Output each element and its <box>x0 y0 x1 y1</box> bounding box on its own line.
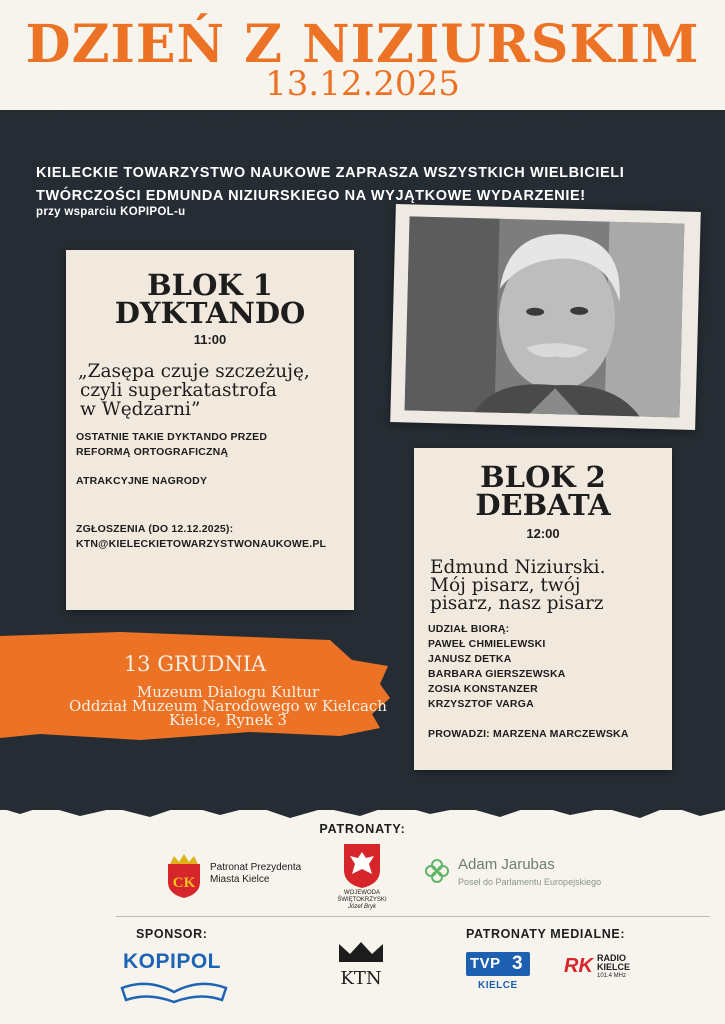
kielce-crest-icon <box>164 852 204 898</box>
radio-kielce-mark: RK <box>564 955 593 977</box>
tvp-city: KIELCE <box>478 980 518 991</box>
radio-line2: KIELCE <box>597 962 631 972</box>
kielce-patronage-line1: Patronat Prezydenta <box>210 862 302 873</box>
author-portrait-illustration <box>405 216 685 417</box>
polish-eagle-icon <box>342 842 382 888</box>
wojewoda-line3: Józef Bryk <box>347 904 376 910</box>
media-label: PATRONATY MEDIALNE: <box>466 927 626 941</box>
block1-note-line1: OSTATNIE TAKIE DYKTANDO PRZED <box>76 431 268 443</box>
block2-topic-line3: pisarz, nasz pisarz <box>430 593 604 614</box>
ktn-logo-text: KTN <box>340 968 382 989</box>
participant-item: BARBARA GIERSZEWSKA <box>428 668 566 680</box>
block2-title-line1: BLOK 2 <box>480 460 606 494</box>
torn-edge-top <box>0 100 725 140</box>
venue-line-3: Kielce, Rynek 3 <box>169 711 287 729</box>
clover-icon <box>424 858 450 884</box>
kielce-patronage-line2: Miasta Kielce <box>210 874 270 885</box>
kielce-patronage-text <box>210 862 301 886</box>
participant-item: ZOSIA KONSTANZER <box>428 683 538 695</box>
block1-registration: ZGŁOSZENIA (DO 12.12.2025): <box>76 523 234 535</box>
kopipol-logo-text: KOPIPOL <box>123 950 222 973</box>
block2-time: 12:00 <box>526 526 560 541</box>
sponsor-label: SPONSOR: <box>136 927 208 941</box>
block2-participants-label: UDZIAŁ BIORĄ: <box>428 623 510 635</box>
radio-line1: RADIO <box>597 953 626 963</box>
event-title: DZIEŃ Z NIZIURSKIM <box>25 14 700 75</box>
venue-line-1: Muzeum Dialogu Kultur <box>136 683 320 701</box>
author-photo-frame <box>390 204 701 430</box>
kopipol-book-icon <box>118 974 230 1004</box>
tvp-number: 3 <box>512 953 523 974</box>
block1-quote-line3: w Wędzarni” <box>80 399 201 420</box>
block1-note-line2: REFORMĄ ORTOGRAFICZNĄ <box>76 446 229 458</box>
block1-quote-line2: czyli superkatastrofa <box>80 380 277 401</box>
tvp-logo-text: TVP <box>470 955 501 972</box>
block2-host: PROWADZI: MARZENA MARCZEWSKA <box>428 728 629 740</box>
block1-quote-line1: „Zasępa czuje szczeżuję, <box>78 361 310 382</box>
participant-item: PAWEŁ CHMIELEWSKI <box>428 638 546 650</box>
intro-line-1: KIELECKIE TOWARZYSTWO NAUKOWE ZAPRASZA WSZYSTKICH WIELBICIELI <box>36 165 625 181</box>
block1-email[interactable]: KTN@KIELECKIETOWARZYSTWONAUKOWE.PL <box>76 538 327 550</box>
block1-title-line1: BLOK 1 <box>147 268 273 302</box>
mep-role: Poseł do Parlamentu Europejskiego <box>458 877 602 887</box>
author-photo <box>405 216 685 417</box>
wojewoda-text <box>328 890 396 911</box>
patronaty-label: PATRONATY: <box>319 822 406 836</box>
radio-kielce-logo <box>564 952 636 982</box>
block1-title-line2: DYKTANDO <box>114 296 306 330</box>
intro-support: przy wsparciu KOPIPOL-u <box>36 206 186 218</box>
kielce-crest-letters: CK <box>172 875 196 891</box>
radio-freq: 101.4 MHz <box>597 973 627 979</box>
block1-prizes: ATRAKCYJNE NAGRODY <box>76 475 208 487</box>
event-date: 13.12.2025 <box>265 64 460 104</box>
mep-name: Adam Jarubas <box>458 856 555 873</box>
block2-title-line2: DEBATA <box>475 488 611 522</box>
block2-topic-line1: Edmund Niziurski. <box>430 557 606 578</box>
crown-icon <box>336 940 386 964</box>
block1-card <box>66 250 354 610</box>
wojewoda-line1: WOJEWODA <box>344 890 380 896</box>
venue-address <box>0 685 456 727</box>
intro-text <box>36 162 696 208</box>
wojewoda-line2: ŚWIĘTOKRZYSKI <box>337 897 387 903</box>
tvp3-logo <box>466 952 530 976</box>
footer-divider <box>116 916 710 917</box>
venue-date: 13 GRUDNIA <box>123 652 267 676</box>
intro-line-2: TWÓRCZOŚCI EDMUNDA NIZIURSKIEGO NA WYJĄTKOWE WYDARZENIE! <box>36 188 586 204</box>
participant-item: JANUSZ DETKA <box>428 653 512 665</box>
participant-item: KRZYSZTOF VARGA <box>428 698 534 710</box>
venue-line-2: Oddział Muzeum Narodowego w Kielcach <box>69 697 387 715</box>
block2-topic-line2: Mój pisarz, twój <box>430 575 581 596</box>
block1-time: 11:00 <box>193 332 227 347</box>
